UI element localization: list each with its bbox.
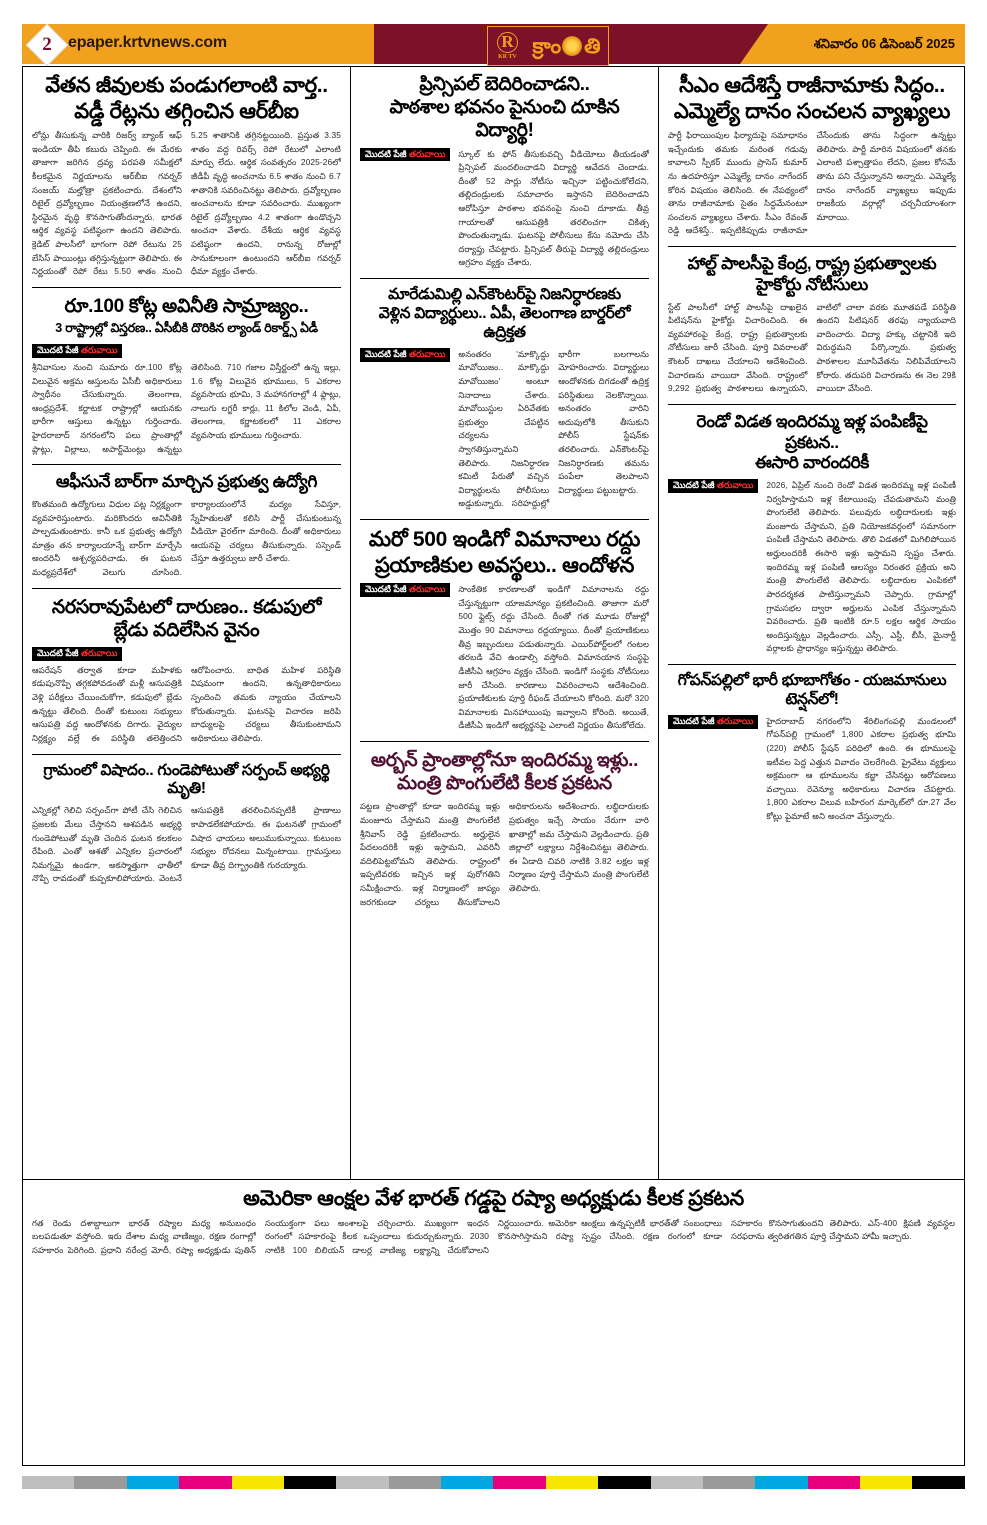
page-number: 2 [42,34,52,55]
continued-badge: మొదటి పేజీ తరువాయి [360,148,450,162]
color-swatch [179,1476,231,1489]
article-maredumilli [360,286,649,511]
color-swatch [127,1476,179,1489]
newspaper-page [22,66,965,1466]
krtv-mark [491,32,524,60]
article-indigo-badge-row [360,583,649,733]
divider-a2 [32,464,341,465]
continued-badge: మొదటి పేజీ తరువాయి [668,715,758,729]
article-indiramma2-headline-line1: రెండో విడత ఇందిరమ్మ ఇళ్ల పంపిణీపై ప్రకటన.. [696,411,928,452]
krtv-label: KR TV [498,54,517,60]
article-sarpanch-body: ఎన్నికల్లో గెలిచి సర్పంచ్‌గా పోటీ చేసి గెలిచిన ప్రజలకు మేలు చేస్తానని ఆశపడిన అభ్యర్థి గుండెపోటుతో మృతి చెందిన ఘటన కలకలం రేపింది. ఎంతో ఆశతో ఎన్నికల ప్రచారంలో నిమగ్నమై ఉండగా, అకస్మాత్తుగా ఛాతీలో నొప్పి రావడంతో కుప్పకూలిపోయారు. వెంటనే ఆసుపత్రికి తరలించినప్పటికీ ప్రాణాలు కాపాడలేకపోయారు. ఈ ఘటనతో గ్రామంలో విషాద ఛాయలు అలుముకున్నాయి. కుటుంబ సభ్యుల రోదనలు మిన్నంటాయి. గ్రామస్తులు కూడా తీవ్ర దిగ్భ్రాంతికి గురయ్యారు. [32,805,341,884]
color-swatch [284,1476,336,1489]
color-swatch [755,1476,807,1489]
article-america [23,1180,964,1263]
article-narasaraopeta-headline-line1: నరసరావుపేటలో దారుణం.. కడుపులో [51,596,322,618]
divider-c1 [668,246,956,247]
article-bar-headline: ఆఫీసునే బార్‌గా మార్చిన ప్రభుత్వ ఉద్యోగి [55,472,318,492]
divider-c3 [668,664,956,665]
article-narasaraopeta [32,596,341,746]
article-narasaraopeta-badge-row [32,647,341,661]
color-swatch [651,1476,703,1489]
article-cm-resign-headline-line1: సీఎం ఆదేశిస్తే రాజీనామాకు సిద్ధం.. [679,74,945,97]
divider-a1 [32,287,341,288]
divider-a4 [32,754,341,755]
color-swatch [441,1476,493,1489]
issue-date: శనివారం 06 డిసెంబర్ 2025 [813,36,955,51]
article-indigo-headline-line2: ప్రయాణికుల అవస్థలు.. ఆందోళన [374,553,635,577]
article-maredumilli-headline-line2: వెళ్లిన విద్యార్థులు.. ఏపీ, తెలంగాణ బార్డర్‌లో ఉద్రిక్తత [378,304,631,341]
article-urban-indiramma [360,749,649,909]
sunburst-icon [562,36,582,56]
continued-badge: మొదటి పేజీ తరువాయి [360,583,450,597]
color-swatch [389,1476,441,1489]
article-maredumilli-badge-row [360,348,649,511]
continued-badge: మొదటి పేజీ తరువాయి [32,647,122,661]
column-right [659,67,965,830]
kranti-title-part2: తి [584,34,600,58]
divider-b2 [360,519,649,520]
article-acb-badge-row [32,344,341,358]
article-halt-policy-body: స్టేట్ పాలసీలో హాల్ట్ పాలసీపై దాఖలైన పిటిషన్‌ను హైకోర్టు విచారించింది. ఈ వ్యవహారంపై కేంద్ర, రాష్ట్ర ప్రభుత్వాలకు నోటీసులు జారీ చేసింది. పూర్తి వివరాలతో కౌంటర్ దాఖలు చేయాలని ఆదేశించింది. విచారణను వాయిదా వేసింది. రాష్ట్రంలో 9,292 ప్రభుత్వ పాఠశాలలు ఉన్నాయని, వాటిలో చాలా వరకు మూతపడే పరిస్థితి ఉందని పిటిషనర్ తరఫు న్యాయవాది వాదించారు. విద్యా హక్కు చట్టానికి ఇది విరుద్ధమని పేర్కొన్నారు. ప్రభుత్వ పాఠశాలల మూసివేతను నిలిపివేయాలని కోరారు. తదుపరి విచారణను ఈ నెల 29కి వాయిదా వేసింది. [668,301,956,394]
article-sarpanch-headline: గ్రామంలో విషాదం.. గుండెపోటుతో సర్పంచ్ అభ్యర్థి మృతి! [43,761,330,798]
divider-c2 [668,404,956,405]
article-indiramma2-badge-row [668,479,956,656]
article-rbi [32,73,341,279]
article-acb-subhead: 3 రాష్ట్రాల్లో విస్తరణ.. ఏసీబీకి దొరికిన ల్యాండ్ రికార్డ్స్ ఏడీ [55,321,318,336]
article-gopanpally-headline: గోపన్‌పల్లిలో భారీ భూబాగోతం - యజమానులు టెన్షన్‌లో! [677,671,947,708]
article-acb-headline: రూ.100 కోట్ల అవినీతి సామ్రాజ్యం.. [64,295,309,317]
article-indigo-headline-line1: మరో 500 ఇండిగో విమానాలు రద్దు [368,528,641,552]
column-left [23,67,350,892]
color-swatch [860,1476,912,1489]
color-swatch [598,1476,650,1489]
article-gopanpally [668,672,956,824]
article-urban-indiramma-body: పట్టణ ప్రాంతాల్లో కూడా ఇందిరమ్మ ఇళ్లు మంజూరు చేస్తామని మంత్రి పొంగులేటి శ్రీనివాస్ రెడ్డి ప్రకటించారు. అర్హులైన పేదలందరికీ ఇళ్లు ఇస్తామని, ఎవరినీ వదిలిపెట్టబోమని తెలిపారు. రాష్ట్రంలో ఇప్పటివరకు ఇచ్చిన ఇళ్ల పురోగతిని సమీక్షించారు. ఇళ్ల నిర్మాణంలో జాప్యం జరగకుండా చర్యలు తీసుకోవాలని అధికారులను ఆదేశించారు. లబ్ధిదారులకు ప్రభుత్వం ఇచ్చే సాయం నేరుగా వారి ఖాతాల్లో జమ చేస్తామని వెల్లడించారు. ప్రతి జిల్లాలో లక్ష్యాలు నిర్దేశించినట్టు తెలిపారు. ఈ ఏడాది చివరి నాటికి 3.82 లక్షల ఇళ్ల నిర్మాణం పూర్తి చేస్తామని మంత్రి పొంగులేటి తెలిపారు. [360,801,649,907]
article-bar-body: కొంతమంది ఉద్యోగులు విధుల పట్ల నిర్లక్ష్యంగా వ్యవహరిస్తుంటారు. మరికొందరు అవినీతికి పాల్పడుతుంటారు. కానీ ఒక ప్రభుత్వ ఉద్యోగి మాత్రం తన కార్యాలయాన్నే బార్‌గా మార్చేసి అందరినీ ఆశ్చర్యపరిచాడు. ఈ ఘటన మధ్యప్రదేశ్‌లో వెలుగు చూసింది. కార్యాలయంలోనే మద్యం సేవిస్తూ, స్నేహితులతో కలిసి పార్టీ చేసుకుంటున్న వీడియో వైరల్‌గా మారింది. దీంతో అధికారులు ఆయనపై చర్యలు తీసుకున్నారు. సస్పెండ్ చేస్తూ ఉత్తర్వులు జారీ చేశారు. [32,498,341,578]
divider-b3 [360,741,649,742]
color-swatch [22,1476,74,1489]
article-narasaraopeta-body: ఆపరేషన్ తర్వాత కూడా మహిళకు కడుపునొప్పి తగ్గకపోవడంతో మళ్లీ ఆసుపత్రికి వెళ్లి పరీక్షలు చేయించుకోగా, కడుపులో బ్లేడు ఉన్నట్టు తేలింది. దీంతో కుటుంబ సభ్యులు ఆసుపత్రి వద్ద ఆందోళనకు దిగారు. వైద్యుల నిర్లక్ష్యం వల్లే ఈ పరిస్థితి తలెత్తిందని ఆరోపించారు. బాధిత మహిళ పరిస్థితి విషమంగా ఉందని, ఉన్నతాధికారులు స్పందించి తమకు న్యాయం చేయాలని కోరుతున్నారు. ఘటనపై విచారణ జరిపి బాధ్యులపై చర్యలు తీసుకుంటామని అధికారులు తెలిపారు. [32,664,341,743]
article-maredumilli-body: అనంతరం 'మాక్కొద్దు మావోయిజం.. మాక్కొద్దు మావోయిజం' అంటూ నినాదాలు చేశారు. మావోయిస్టుల ఏరివేతకు ప్రభుత్వం చేపట్టిన చర్యలను స్వాగతిస్తున్నామని తెలిపారు. నిజనిర్ధారణ కమిటీ పేరుతో వచ్చిన విద్యార్థులను పోలీసులు అడ్డుకున్నారు. సరిహద్దుల్లో భారీగా బలగాలను మోహరించారు. విద్యార్థులు ఆందోళనకు దిగడంతో ఉద్రిక్త పరిస్థితులు నెలకొన్నాయి. అనంతరం వారిని అదుపులోకి తీసుకుని పోలీస్ స్టేషన్‌కు తరలించారు. ఎన్‌కౌంటర్‌పై నిజనిర్ధారణకు తమను పంపేలా తెలపాలని విద్యార్థులు పట్టుబట్టారు. [458,348,649,509]
article-rbi-headline-line1: వేతన జీవులకు పండుగలాంటి వార్త.. [45,74,328,97]
article-bar [32,472,341,579]
color-swatch [912,1476,964,1489]
article-principal-body: స్కూల్ కు ఫోన్ తీసుకువచ్చి వీడియోలు తీయడంతో ప్రిన్సిపల్ మందలించాడని విద్యార్థి ఆవేదన చెందాడు. దీంతో 52 సార్లు నోటీసు ఇచ్చినా పట్టించుకోలేదని, తల్లిదండ్రులకు సమాచారం ఇస్తానని బెదిరించాడని ఆరోపిస్తూ పాఠశాల భవనంపై నుంచి దూకాడు. తీవ్ర గాయాలతో ఆసుపత్రికి తరలించగా చికిత్స పొందుతున్నాడు. ఘటనపై పోలీసులు కేసు నమోదు చేసి దర్యాప్తు చేపట్టారు. ప్రిన్సిపల్ తీరుపై విద్యార్థి తల్లిదండ్రులు ఆగ్రహం వ్యక్తం చేశారు. [458,148,649,268]
article-principal-headline-line2: పాఠశాల భవనం పైనుంచి దూకిన విద్యార్థి! [389,97,620,142]
article-urban-indiramma-headline-line2: మంత్రి పొంగులేటి కీలక ప్రకటన [397,773,612,795]
article-acb [32,295,341,456]
epaper-url[interactable]: epaper.krtvnews.com [68,34,227,51]
color-calibration-bar [22,1476,965,1489]
article-america-headline: అమెరికా ఆంక్షల వేళ భారత్ గడ్డపై రష్యా అధ్యక్షుడు కీలక ప్రకటన [243,1187,744,1210]
article-acb-body: శ్రీనివాసుల నుంచి సుమారు రూ.100 కోట్ల విలువైన అక్రమ ఆస్తులను ఏసీబీ అధికారులు స్వాధీనం చేసుకున్నారు. తెలంగాణ, ఆంధ్రప్రదేశ్, కర్ణాటక రాష్ట్రాల్లో ఆయనకు భారీగా ఆస్తులు ఉన్నట్టు గుర్తించారు. హైదరాబాద్ నగరంలోని పలు ప్రాంతాల్లో ప్లాట్లు, విల్లాలు, అపార్ట్‌మెంట్లు ఉన్నట్టు తెలిసింది. 710 గజాల విస్తీర్ణంలో ఉన్న ఇల్లు, 1.6 కోట్ల విలువైన భూములు, 5 ఎకరాల వ్యవసాయ భూమి, 3 మహానగరాల్లో 4 ఫ్లాట్లు, నాలుగు లగ్జరీ కార్లు, 11 కిలోల వెండి, ఏపీ, తెలంగాణ, కర్ణాటకలలో 11 ఎకరాల వ్యవసాయ భూములు గుర్తించారు. [32,361,341,454]
article-indiramma2-body: 2026, ఏప్రిల్ నుంచి రెండో విడత ఇందిరమ్మ ఇళ్ల పంపిణీ నిర్వహిస్తామని ఇళ్ల కేటాయింపు చేపడుతామని మంత్రి పొంగులేటి తెలిపారు. పలువురు లబ్ధిదారులకు ఇళ్లు మంజూరు చేస్తామని, ప్రతి నియోజకవర్గంలో సమానంగా పంపిణీ చేస్తామని తెలిపారు. తొలి విడతలో మిగిలిపోయిన అర్హులందరికీ ఈసారి ఇళ్లు ఇస్తామని స్పష్టం చేశారు. ఇందిరమ్మ ఇళ్ల పంపిణీ ఆలస్యం నిరంతర ప్రక్రియ అని మంత్రి పొంగులేటి తెలిపారు. లబ్ధిదారుల ఎంపికలో పారదర్శకత పాటిస్తున్నామని చెప్పారు. గ్రామాల్లో గ్రామసభల ద్వారా అర్హులను ఎంపిక చేస్తున్నామని వివరించారు. ప్రతి ఇంటికి రూ.5 లక్షల ఆర్థిక సాయం అందిస్తున్నట్టు వెల్లడించారు. ఎస్సీ, ఎస్టీ, బీసీ, మైనార్టీ వర్గాలకు ప్రాధాన్యం ఇస్తున్నట్టు తెలిపారు. [766,480,956,654]
color-swatch [703,1476,755,1489]
kranti-title [524,36,608,57]
column-center [351,67,658,915]
article-principal-badge-row [360,148,649,270]
article-rbi-body: లోన్లు తీసుకున్న వారికి రిజర్వ్ బ్యాంక్ ఆఫ్ ఇండియా తీపి కబురు చెప్పింది. ఈ మేరకు తాజాగా జరిగిన ద్రవ్య పరపతి సమీక్షలో కీలకమైన నిర్ణయాలను ఆర్‌బీఐ గవర్నర్ సంజయ్ మల్హోత్రా ప్రకటించారు. దేశంలోని రిటైల్ ద్రవ్యోల్బణం నియంత్రణలోనే ఉందని, స్థిరమైన వృద్ధి కొనసాగుతోందన్నారు. భారత ఆర్థిక వ్యవస్థ పటిష్ఠంగా ఉందని తెలిపారు. క్రెడిట్ పాలసీలో భాగంగా రెపో రేటును 25 బేసిస్ పాయింట్లు తగ్గిస్తున్నట్టుగా తెలిపారు. ఈ నిర్ణయంతో రెపో రేటు 5.50 శాతం నుంచి 5.25 శాతానికి తగ్గినట్టయింది. ప్రస్తుత 3.35 శాతం వద్ద రివర్స్ రెపో రేటులో ఎలాంటి మార్పు లేదు. ఆర్థిక సంవత్సరం 2025-26లో జీడీపీ వృద్ధి అంచనాను 6.5 శాతం నుంచి 6.7 శాతానికి సవరించినట్టు తెలిపారు. ద్రవ్యోల్బణం అంచనాలను కూడా సవరించారు. ముఖ్యంగా రిటైల్ ద్రవ్యోల్బణం 4.2 శాతంగా ఉండొచ్చని అంచనా వేశారు. దేశీయ ఆర్థిక వ్యవస్థ పటిష్ఠంగా ఉందని, రానున్న రోజుల్లో సానుకూలంగా ఉంటుందని ఆర్‌బీఐ గవర్నర్ ధీమా వ్యక్తం చేశారు. [32,130,341,277]
color-swatch [232,1476,284,1489]
article-cm-resign-body: పార్టీ ఫిరాయింపుల ఫిర్యాదుపై సమాధానం ఇచ్చేందుకు తమకు మరింత గడువు కావాలని స్పీకర్ ముందు ప్రాసెస్ కుమార్ ను ఉదహరిస్తూ ఎమ్మెల్యే దానం నాగేందర్ కోరిన విషయం తెలిసింది. ఈ నేపథ్యంలో తాను రాజీనామాకు సైతం సిద్ధమేనంటూ సంచలన వ్యాఖ్యలు చేశారు. సీఎం రేవంత్ రెడ్డి ఆదేశిస్తే.. ఇప్పటికిప్పుడు రాజీనామా చేసేందుకు తాను సిద్ధంగా ఉన్నట్టు తెలిపారు. పార్టీ మారిన విషయంలో తనకు ఎలాంటి పశ్చాత్తాపం లేదని, ప్రజల కోసమే తాను పని చేస్తున్నానని అన్నారు. ఎమ్మెల్యే దానం నాగేందర్ వ్యాఖ్యలు ఇప్పుడు రాజకీయ వర్గాల్లో చర్చనీయాంశంగా మారాయి. [668,130,956,236]
color-swatch [74,1476,126,1489]
article-indiramma2-headline-line2: ఈసారి వారందరికీ [754,453,869,473]
color-swatch [493,1476,545,1489]
article-principal [360,73,649,270]
article-indiramma2 [668,412,956,656]
article-halt-policy-headline-line1: హాల్ట్ పాలసీపై కేంద్ర, రాష్ట్ర ప్రభుత్వాలకు [687,254,937,274]
article-halt-policy-headline-line2: హైకోర్టు నోటీసులు [755,274,869,294]
kranti-title-part1: క్రాం [532,34,561,58]
color-swatch [546,1476,598,1489]
article-gopanpally-badge-row [668,715,956,824]
article-sarpanch [32,762,341,886]
article-narasaraopeta-headline-line2: బ్లేడు వదిలేసిన వైనం [113,619,260,641]
article-maredumilli-headline-line1: మారేడుమిల్లి ఎన్‌కౌంటర్‌పై నిజనిర్ధారణకు [388,286,621,303]
article-america-body: గత రెండు దశాబ్దాలుగా భారత్ రష్యాల మధ్య అనుబంధం బలపడుతూ వస్తోంది. ఇరు దేశాల మధ్య వాణిజ్యం, రక్షణ రంగాల్లో సహకారం పెరిగింది. ప్రధాని నరేంద్ర మోదీ, రష్యా అధ్యక్షుడు పుతిన్ సంయుక్తంగా పలు అంశాలపై చర్చించారు. ముఖ్యంగా ఇంధన రంగంలో సహకారంపై కీలక ఒప్పందాలు కుదుర్చుకున్నారు. 2030 నాటికి 100 బిలియన్ డాలర్ల వాణిజ్య లక్ష్యాన్ని చేరుకోవాలని నిర్ణయించారు. అమెరికా ఆంక్షలు ఉన్నప్పటికీ భారత్‌తో సంబంధాలు కొనసాగిస్తామని రష్యా స్పష్టం చేసింది. రక్షణ రంగంలో కూడా సహకారం కొనసాగుతుందని తెలిపారు. ఎస్-400 క్షిపణి వ్యవస్థల సరఫరాను త్వరితగతిన పూర్తి చేస్తామని హామీ ఇచ్చారు. [32,1217,955,1255]
divider-b1 [360,278,649,279]
article-principal-headline-line1: ప్రిన్సిపల్ బెదిరించాడని.. [419,74,590,95]
divider-a3 [32,588,341,589]
article-indigo [360,527,649,733]
masthead [22,24,965,64]
article-cm-resign-headline-line2: ఎమ్మెల్యే దానం సంచలన వ్యాఖ్యలు [673,99,951,123]
color-swatch [808,1476,860,1489]
krtv-kranti-logo[interactable] [487,26,609,66]
continued-badge: మొదటి పేజీ తరువాయి [360,348,450,362]
article-indigo-body: సాంకేతిక కారణాలతో ఇండిగో విమానాలను రద్దు చేస్తున్నట్టుగా యాజమాన్యం ప్రకటించింది. తాజాగా మరో 500 ఫ్లైట్స్ రద్దు చేసింది. దీంతో గత మూడు రోజుల్లో మొత్తం 90 విమానాలు రద్దయ్యాయి. దీంతో ప్రయాణికులు తీవ్ర ఇబ్బందులు పడుతున్నారు. ఎయిర్‌పోర్ట్‌లలో గంటల తరబడి వేచి ఉండాల్సి వస్తోంది. విమానయాన సంస్థపై డీజీసీఏ ఆగ్రహం వ్యక్తం చేసింది. ఇండిగో సంస్థకు నోటీసులు జారీ చేసింది. కారణాలు వివరించాలని ఆదేశించింది. ప్రయాణికులకు పూర్తి రీఫండ్ చేయాలని కోరింది. మరో 320 విమానాలకు మినహాయింపు ఇవ్వాలని కోరింది. అయితే, డీజీసీఏ ఇండిగో అభ్యర్థనపై ఎలాంటి నిర్ణయం తీసుకోలేదు. [458,584,649,731]
continued-badge: మొదటి పేజీ తరువాయి [32,344,122,358]
article-gopanpally-body: హైదరాబాద్ నగరంలోని శేరిలింగంపల్లి మండలంలో గోపన్‌పల్లి గ్రామంలో 1,800 ఎకరాల ప్రభుత్వ భూమి (220) పోలీస్ స్టేషన్ పరిధిలో ఉంది. ఈ భూములపై ఇటీవల పెద్ద ఎత్తున వివాదం చెలరేగింది. ప్రైవేటు వ్యక్తులు అక్రమంగా ఆ భూములను కబ్జా చేసినట్టు ఆరోపణలు వచ్చాయి. రెవెన్యూ అధికారులు విచారణ చేపట్టారు. 1,800 ఎకరాల విలువ బహిరంగ మార్కెట్‌లో రూ.27 వేల కోట్లు పైమాటే అని అంచనా వేస్తున్నారు. [766,715,956,822]
registered-r-icon: R [497,32,518,53]
article-halt-policy [668,254,956,396]
article-rbi-headline-line2: వడ్డీ రేట్లను తగ్గించిన ఆర్‌బీఐ [74,99,299,123]
article-cm-resign [668,73,956,238]
continued-badge: మొదటి పేజీ తరువాయి [668,479,758,493]
article-urban-indiramma-headline-line1: అర్బన్ ప్రాంతాల్లోనూ ఇందిరమ్మ ఇళ్లు.. [370,749,639,771]
color-swatch [336,1476,388,1489]
